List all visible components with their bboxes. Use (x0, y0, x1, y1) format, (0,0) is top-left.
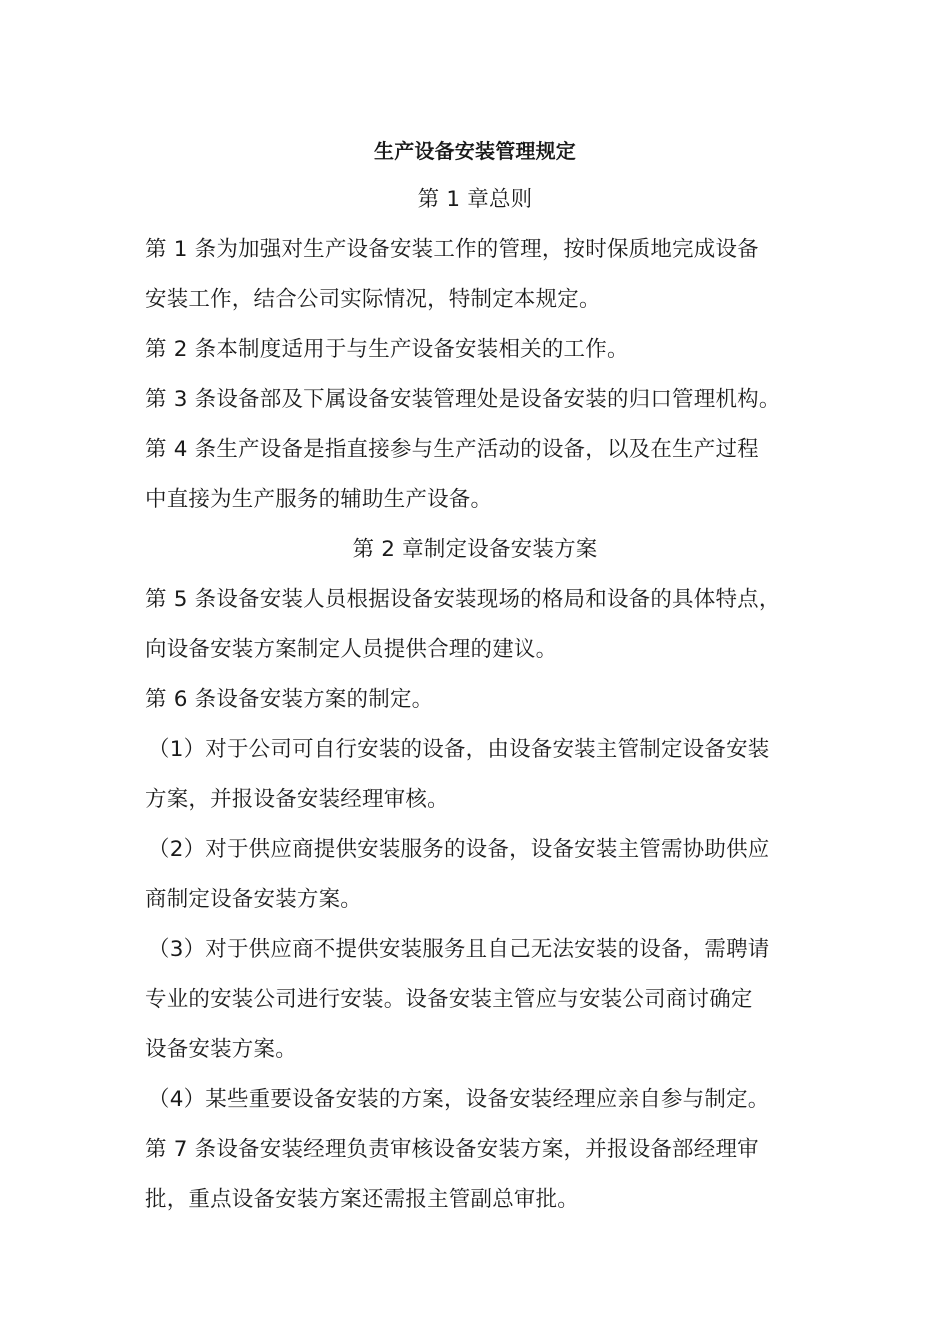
paragraph-line: 第 6 条设备安装方案的制定。 (145, 687, 434, 712)
paragraph-line: （1）对于公司可自行安装的设备，由设备安装主管制定设备安装 (148, 737, 770, 762)
paragraph-line: 设备安装方案。 (145, 1037, 297, 1062)
paragraph-line: 安装工作，结合公司实际情况，特制定本规定。 (145, 287, 601, 312)
paragraph-line: 第 1 条为加强对生产设备安装工作的管理，按时保质地完成设备 (145, 237, 759, 262)
paragraph-line: （2）对于供应商提供安装服务的设备，设备安装主管需协助供应 (148, 837, 770, 862)
paragraph-line: 第 5 条设备安装人员根据设备安装现场的格局和设备的具体特点， (145, 587, 781, 612)
paragraph-line: （4）某些重要设备安装的方案，设备安装经理应亲自参与制定。 (148, 1087, 770, 1112)
paragraph-line: 第 3 条设备部及下属设备安装管理处是设备安装的归口管理机构。 (145, 387, 781, 412)
paragraph-line: 第 7 条设备安装经理负责审核设备安装方案，并报设备部经理审 (145, 1137, 759, 1162)
paragraph-line: （3）对于供应商不提供安装服务且自己无法安装的设备，需聘请 (148, 937, 770, 962)
paragraph-line: 第 4 条生产设备是指直接参与生产活动的设备，以及在生产过程 (145, 437, 759, 462)
document-title: 生产设备安装管理规定 (374, 139, 576, 163)
paragraph-line: 批，重点设备安装方案还需报主管副总审批。 (145, 1187, 580, 1212)
paragraph-line: 第 2 条本制度适用于与生产设备安装相关的工作。 (145, 337, 629, 362)
paragraph-line: 商制定设备安装方案。 (145, 887, 363, 912)
paragraph-line: 向设备安装方案制定人员提供合理的建议。 (145, 637, 558, 662)
paragraph-line: 中直接为生产服务的辅助生产设备。 (145, 487, 493, 512)
paragraph-line: 方案，并报设备安装经理审核。 (145, 787, 449, 812)
paragraph-line: 专业的安装公司进行安装。设备安装主管应与安装公司商讨确定 (145, 987, 753, 1012)
chapter-heading: 第 1 章总则 (417, 187, 533, 212)
chapter-heading: 第 2 章制定设备安装方案 (352, 537, 598, 562)
